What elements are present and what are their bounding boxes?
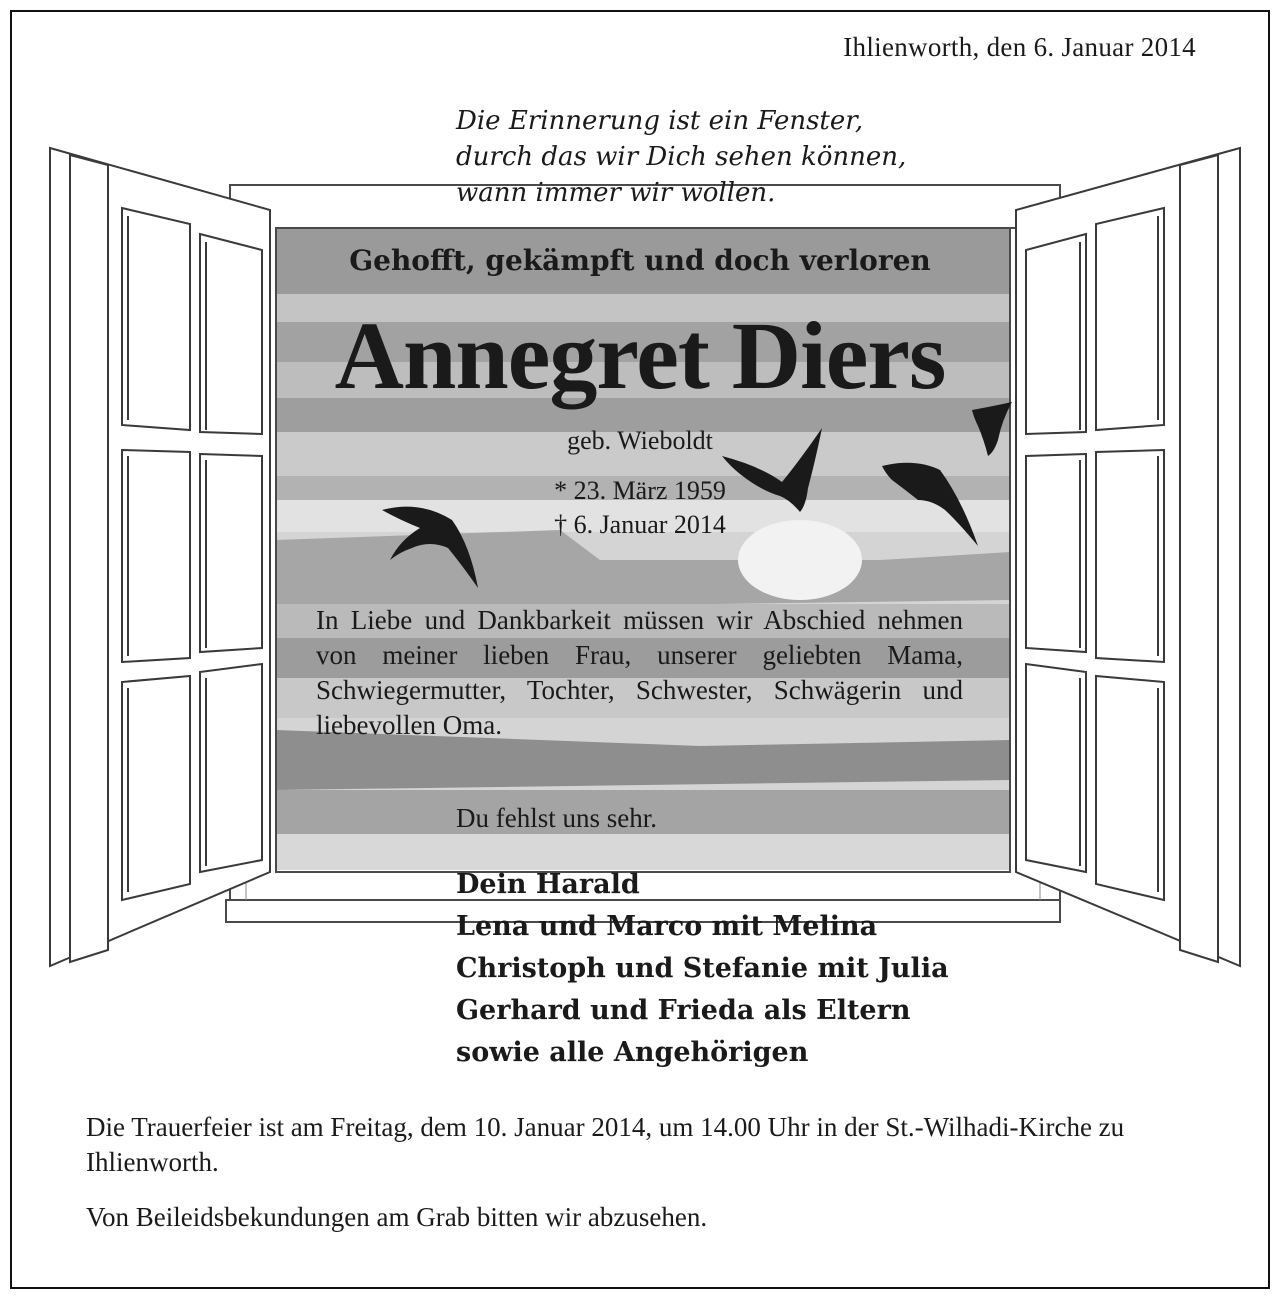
signer: Gerhard und Frieda als Eltern bbox=[456, 995, 911, 1026]
condolences-note: Von Beileidsbekundungen am Grab bitten wir abzusehen. bbox=[86, 1202, 708, 1232]
farewell-text: In Liebe und Dankbarkeit müssen wir Abschied nehmen von meiner lieben Frau, unserer geliebten Mama, Schwiegermutter, Tochter, Schwester, Schwägerin und liebevollen Oma. bbox=[316, 605, 963, 740]
death-date: † 6. Januar 2014 bbox=[554, 510, 726, 539]
motto: Gehofft, gekämpft und doch verloren bbox=[349, 244, 931, 277]
signers-list bbox=[456, 864, 949, 1074]
ceremony-info: Die Trauerfeier ist am Freitag, dem 10. Januar 2014, um 14.00 Uhr in der St.-Wilhadi-Kirche zu Ihlienworth. bbox=[86, 1112, 1125, 1177]
left-window-sash bbox=[50, 148, 270, 966]
birth-date: * 23. März 1959 bbox=[554, 476, 726, 505]
right-window-sash bbox=[1016, 148, 1240, 966]
miss-line: Du fehlst uns sehr. bbox=[456, 803, 657, 833]
signer: Christoph und Stefanie mit Julia bbox=[456, 953, 949, 984]
place-date: Ihlienworth, den 6. Januar 2014 bbox=[843, 32, 1196, 62]
deceased-name: Annegret Diers bbox=[334, 302, 946, 409]
quote-line: wann immer wir wollen. bbox=[456, 178, 776, 208]
quote-line: durch das wir Dich sehen können, bbox=[456, 142, 907, 172]
maiden-name: geb. Wieboldt bbox=[567, 426, 713, 455]
signer: Lena und Marco mit Melina bbox=[456, 911, 878, 942]
memorial-quote bbox=[456, 103, 906, 211]
quote-line: Die Erinnerung ist ein Fenster, bbox=[456, 106, 864, 136]
signer: sowie alle Angehörigen bbox=[456, 1037, 809, 1068]
signer: Dein Harald bbox=[456, 869, 640, 900]
